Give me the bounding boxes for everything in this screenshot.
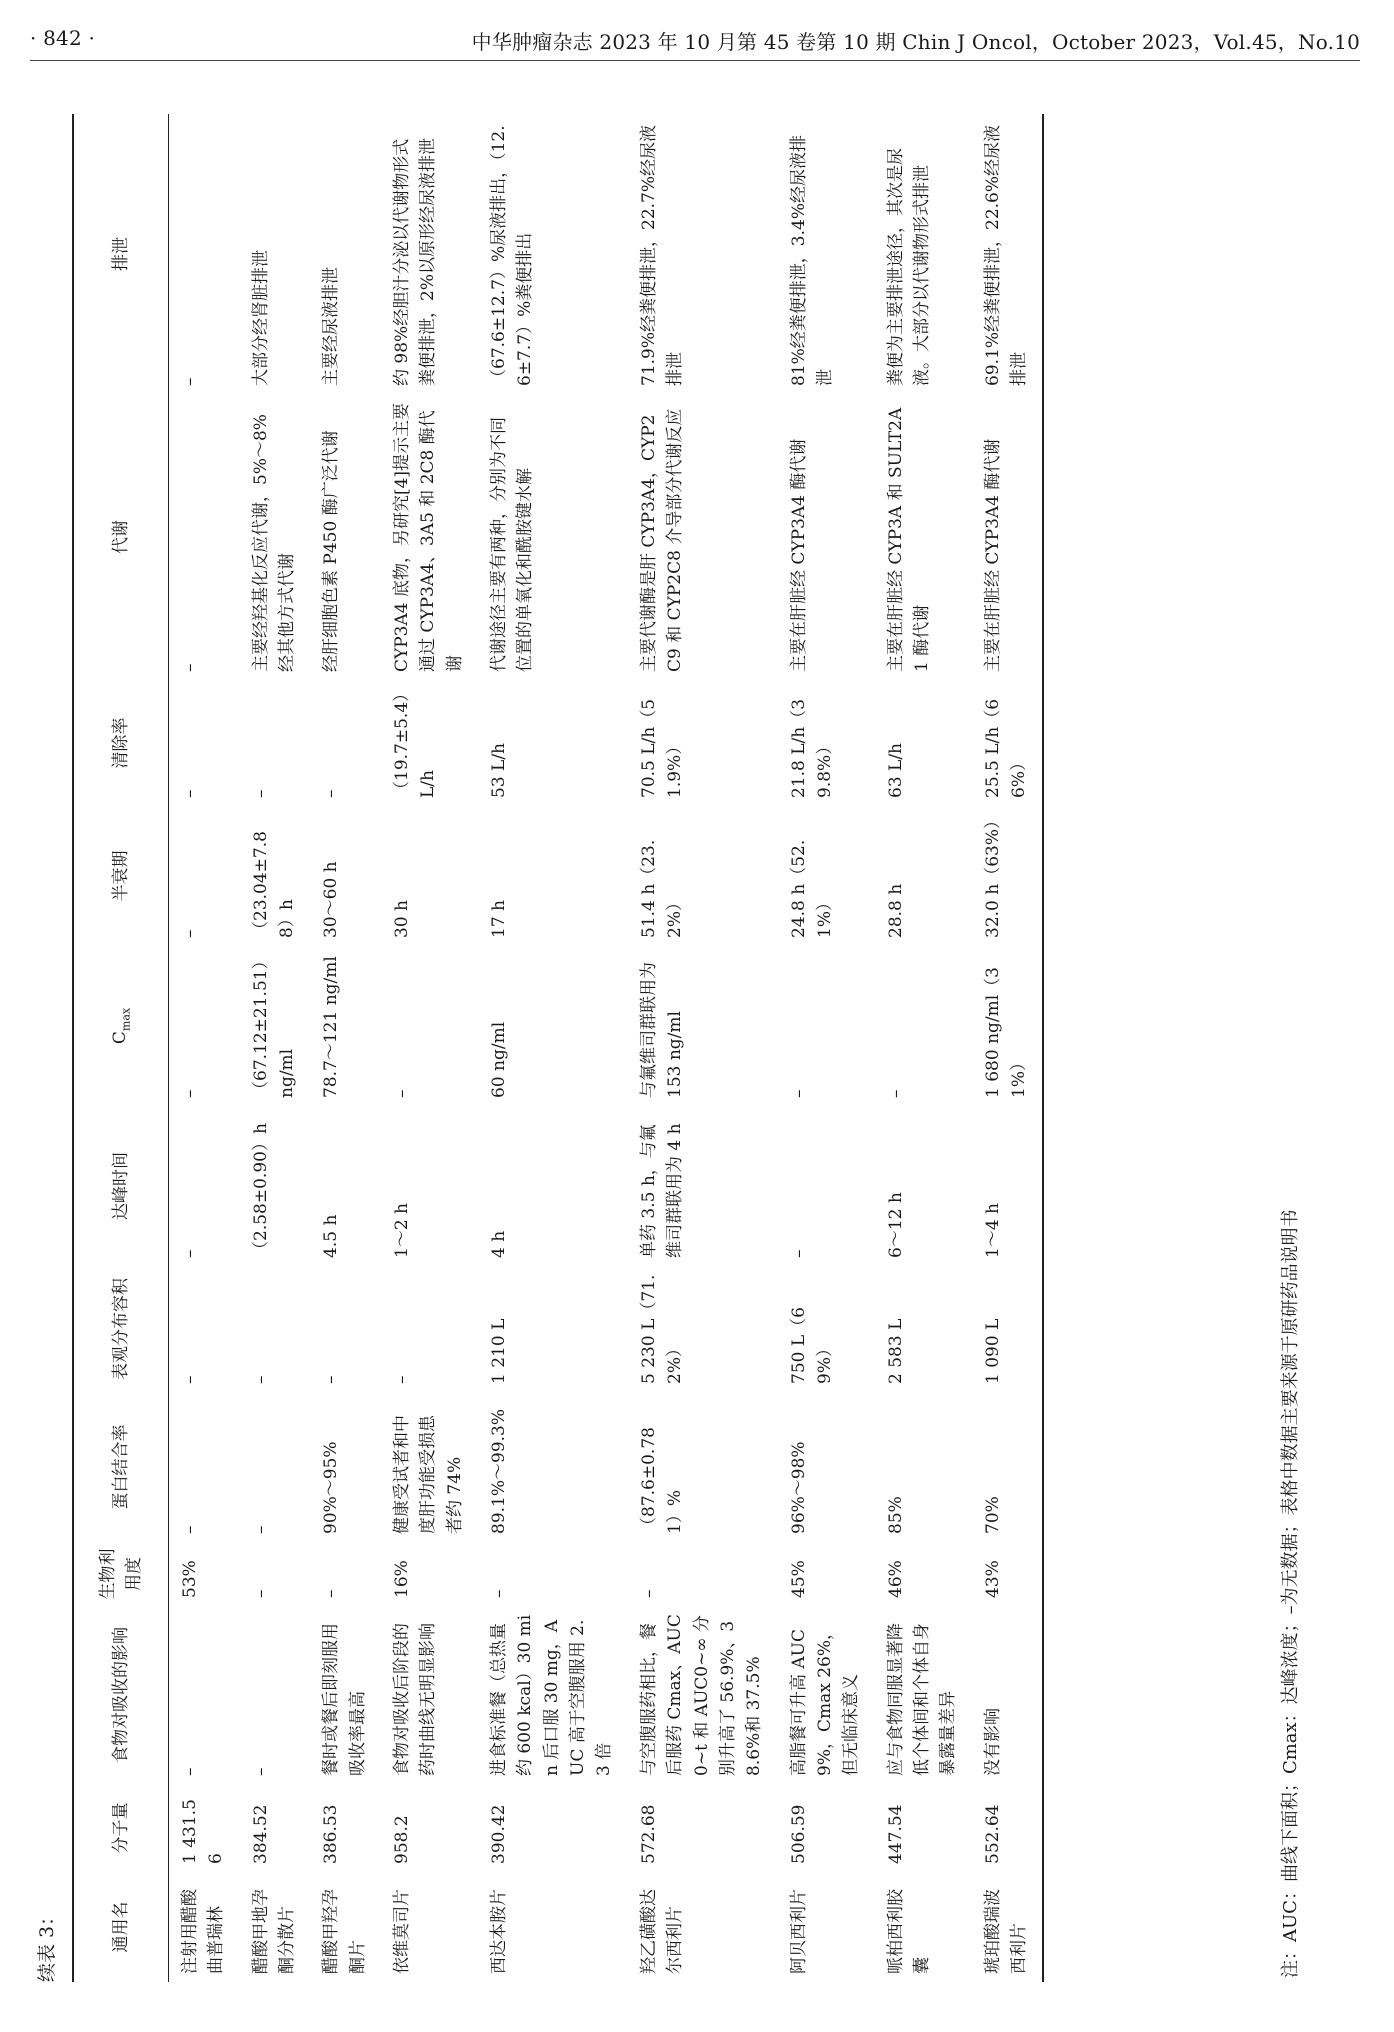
cell-clear: – (180, 789, 200, 798)
table-row (169, 114, 240, 1982)
cell-cmax: – (180, 1089, 200, 1098)
cell-excr: （67.6±12.7）%尿液排出，（12.6±7.7）%粪便排出 (489, 125, 536, 386)
cell-food: 餐时或餐后即刻服用吸收率最高 (321, 1623, 368, 1776)
cell-mw: 447.54 (885, 1804, 906, 1864)
cell-name: 西达本胺片 (489, 1889, 510, 1974)
cell-name: 依维莫司片 (392, 1889, 413, 1974)
cell-metab: 主要经羟基化反应代谢，5%～8%经其他方式代谢 (250, 414, 298, 672)
cell-clear: 21.8 L/h（39.8%） (788, 698, 835, 798)
cell-mw: 384.52 (250, 1804, 271, 1864)
cell-food: 应与食物同服显著降低个体间和个体自身暴露量差异 (885, 1623, 959, 1776)
cell-cmax: 与氟维司群联用为 153 ng/ml (638, 962, 686, 1098)
header-excretion: 排泄 (73, 114, 169, 394)
header-clearance: 清除率 (73, 680, 169, 806)
header-half-life: 半衰期 (73, 806, 169, 946)
cell-tmax: – (180, 1249, 200, 1258)
cell-half: 28.8 h (885, 883, 906, 938)
cell-metab: – (180, 663, 200, 672)
table-row (972, 114, 1044, 1982)
cell-half: 32.0 h（63%） (972, 806, 1044, 946)
table-footnote: 注：AUC：曲线下面积；Cmax：达峰浓度；–为无数据；表格中数据主要来源于原研药品说明书 (1280, 1209, 1301, 1978)
cell-mw: 386.53 (321, 1804, 342, 1864)
cell-tmax: （2.58±0.90）h (250, 1123, 271, 1258)
page-number: · 842 · (30, 26, 96, 50)
cell-vd: 750 L（69%） (788, 1307, 835, 1384)
cell-cmax: – (392, 1089, 413, 1098)
header-volume-distribution: 表观分布容积 (73, 1266, 169, 1392)
cell-cmax: – (885, 1089, 906, 1098)
cell-food: – (250, 1767, 271, 1776)
cell-mw: 506.59 (788, 1804, 809, 1864)
header-food-effect: 食物对吸收的影响 (73, 1606, 169, 1784)
header-molecular-weight: 分子量 (73, 1784, 169, 1872)
cell-name: 羟乙磺酸达尔西利片 (638, 1889, 686, 1974)
cell-protein: 89.1%～99.3% (489, 1408, 510, 1534)
cell-bio: – (489, 1589, 510, 1598)
table-row (778, 114, 875, 1982)
cell-half: 30～60 h (321, 861, 342, 938)
cell-clear: 70.5 L/h（51.9%） (638, 698, 686, 798)
cell-vd: 1 210 L (489, 1318, 510, 1384)
cell-bio: 16% (392, 1560, 413, 1598)
cell-clear: 25.5 L/h（66%） (972, 680, 1044, 806)
cell-protein: 96%～98% (788, 1441, 809, 1534)
cell-protein: 90%～95% (321, 1441, 342, 1534)
cell-cmax: – (788, 1089, 809, 1098)
cell-vd: 1 090 L (972, 1266, 1044, 1392)
cell-vd: 5 230 L（71.2%） (638, 1274, 686, 1384)
cell-name: 哌柏西利胶囊 (885, 1889, 932, 1974)
cell-food: 食物对吸收后阶段的药时曲线无明显影响 (392, 1623, 439, 1776)
cell-protein: 70% (972, 1392, 1044, 1542)
cell-half: 51.4 h（23.2%） (638, 839, 686, 938)
header-cmax-main: C (110, 1031, 131, 1045)
cell-excr: 主要经尿液排泄 (321, 267, 342, 386)
cell-excr: 71.9%经粪便排泄，22.7%经尿液排泄 (638, 124, 686, 386)
cell-half: 24.8 h（52.1%） (788, 839, 835, 938)
cell-clear: 53 L/h (489, 742, 510, 798)
header-protein-binding: 蛋白结合率 (73, 1392, 169, 1542)
table-row (240, 114, 311, 1982)
header-metabolism: 代谢 (73, 394, 169, 680)
cell-half: – (180, 929, 200, 938)
pharmacokinetics-table (72, 114, 1044, 1982)
cell-excr: 约 98%经胆汁分泌以代谢物形式粪便排泄，2%以原形经尿液排泄 (392, 138, 439, 386)
cell-excr: 粪便为主要排泄途径，其次是尿液。大部分以代谢物形式排泄 (885, 148, 932, 386)
cell-clear: – (321, 789, 342, 798)
cell-food: 与空腹服药相比，餐后服药 Cmax、AUC0~t 和 AUC0~∞ 分别升高了 56.9%、38.6%和 37.5% (638, 1614, 765, 1776)
cell-name: 醋酸甲羟孕酮片 (321, 1889, 368, 1974)
table-caption: 续表 3： (36, 1906, 58, 1982)
cell-mw: 390.42 (489, 1804, 510, 1864)
cell-clear: 63 L/h (885, 742, 906, 798)
cell-bio: 53% (180, 1560, 200, 1598)
cell-half: （23.04±7.88）h (250, 831, 298, 938)
header-cmax (73, 946, 169, 1106)
header-cmax-sub: max (119, 1007, 133, 1032)
header-rule (30, 60, 1360, 61)
cell-metab: 主要在肝脏经 CYP3A 和 SULT2A1 酶代谢 (885, 407, 932, 672)
cell-half: 17 h (489, 900, 510, 938)
header-name: 通用名 (73, 1872, 169, 1982)
cell-vd: – (392, 1375, 413, 1384)
header-tmax: 达峰时间 (73, 1106, 169, 1266)
cell-metab: 主要在肝脏经 CYP3A4 酶代谢 (972, 394, 1044, 680)
cell-clear: – (250, 789, 271, 798)
cell-mw: 1 431.56 (180, 1799, 227, 1864)
cell-cmax: 1 680 ng/ml（31%） (972, 946, 1044, 1106)
cell-excr: – (180, 377, 200, 386)
cell-cmax: 60 ng/ml (489, 1021, 510, 1098)
cell-bio: – (321, 1589, 342, 1598)
cell-excr: 大部分经肾脏排泄 (250, 250, 271, 386)
cell-name: 阿贝西利片 (788, 1889, 809, 1974)
cell-excr: 69.1%经粪便排泄，22.6%经尿液排泄 (972, 114, 1044, 394)
cell-metab: 代谢途径主要有两种，分别为不同位置的单氧化和酰胺键水解 (489, 417, 536, 672)
cell-protein: （87.6±0.781）% (638, 1427, 686, 1534)
cell-mw: 572.68 (638, 1804, 659, 1864)
table-row (875, 114, 972, 1982)
cell-mw: 552.64 (972, 1784, 1044, 1872)
cell-name: 注射用醋酸曲普瑞林 (180, 1889, 227, 1974)
cell-tmax: 单药 3.5 h，与氟维司群联用为 4 h (638, 1123, 686, 1258)
table-row (628, 114, 778, 1982)
cell-protein: – (250, 1525, 271, 1534)
cell-vd: 2 583 L (885, 1318, 906, 1384)
cell-name: 琥珀酸瑞波西利片 (972, 1872, 1044, 1982)
rotated-table-region (14, 82, 1344, 2012)
cell-bio: 43% (972, 1542, 1044, 1606)
cell-vd: – (180, 1375, 200, 1384)
table-row (478, 114, 628, 1982)
cell-tmax: 1～2 h (392, 1203, 413, 1258)
cell-cmax: （67.12±21.51）ng/ml (250, 960, 298, 1098)
cell-bio: – (638, 1589, 659, 1598)
cell-metab: 主要在肝脏经 CYP3A4 酶代谢 (788, 438, 809, 672)
cell-clear: （19.7±5.4）L/h (392, 693, 439, 798)
cell-vd: – (321, 1375, 342, 1384)
cell-protein: 85% (885, 1496, 906, 1534)
cell-food: 没有影响 (972, 1606, 1044, 1784)
cell-metab: 主要代谢酶是肝 CYP3A4，CYP2C9 和 CYP2C8 介导部分代谢反应 (638, 408, 686, 672)
cell-vd: – (250, 1375, 271, 1384)
cell-cmax: 78.7～121 ng/ml (321, 956, 342, 1098)
cell-protein: 健康受试者和中度肝功能受损患者约 74% (392, 1415, 465, 1534)
cell-bio: – (250, 1589, 271, 1598)
cell-protein: – (180, 1525, 200, 1534)
cell-food: – (180, 1767, 200, 1776)
cell-tmax: 4.5 h (321, 1214, 342, 1258)
cell-metab: CYP3A4 底物，另研究[4]提示主要通过 CYP3A4、3A5 和 2C8 酶代谢 (392, 402, 465, 672)
cell-tmax: – (788, 1249, 809, 1258)
cell-excr: 81%经粪便排泄，3.4%经尿液排泄 (788, 135, 835, 386)
cell-tmax: 4 h (489, 1230, 510, 1258)
header-bioavailability: 生物利用度 (73, 1542, 169, 1606)
cell-food: 进食标准餐（总热量约 600 kcal）30 min 后口服 30 mg，AUC 高于空腹服用 2.3 倍 (489, 1614, 615, 1776)
cell-mw: 958.2 (392, 1815, 413, 1864)
table-header-row (73, 114, 169, 1982)
page-header (30, 26, 1360, 56)
journal-citation: 中华肿瘤杂志 2023 年 10 月第 45 卷第 10 期 Chin J Oncol，October 2023，Vol.45，No.10 (471, 30, 1360, 54)
cell-metab: 经肝细胞色素 P450 酶广泛代谢 (321, 430, 342, 672)
cell-tmax: 1～4 h (972, 1106, 1044, 1266)
cell-name: 醋酸甲地孕酮分散片 (250, 1889, 298, 1974)
cell-half: 30 h (392, 900, 413, 938)
cell-food: 高脂餐可升高 AUC 9%，Cmax 26%，但无临床意义 (788, 1622, 862, 1776)
cell-bio: 46% (885, 1560, 906, 1598)
table-row (310, 114, 381, 1982)
cell-bio: 45% (788, 1560, 809, 1598)
cell-tmax: 6～12 h (885, 1192, 906, 1258)
table-row (381, 114, 478, 1982)
